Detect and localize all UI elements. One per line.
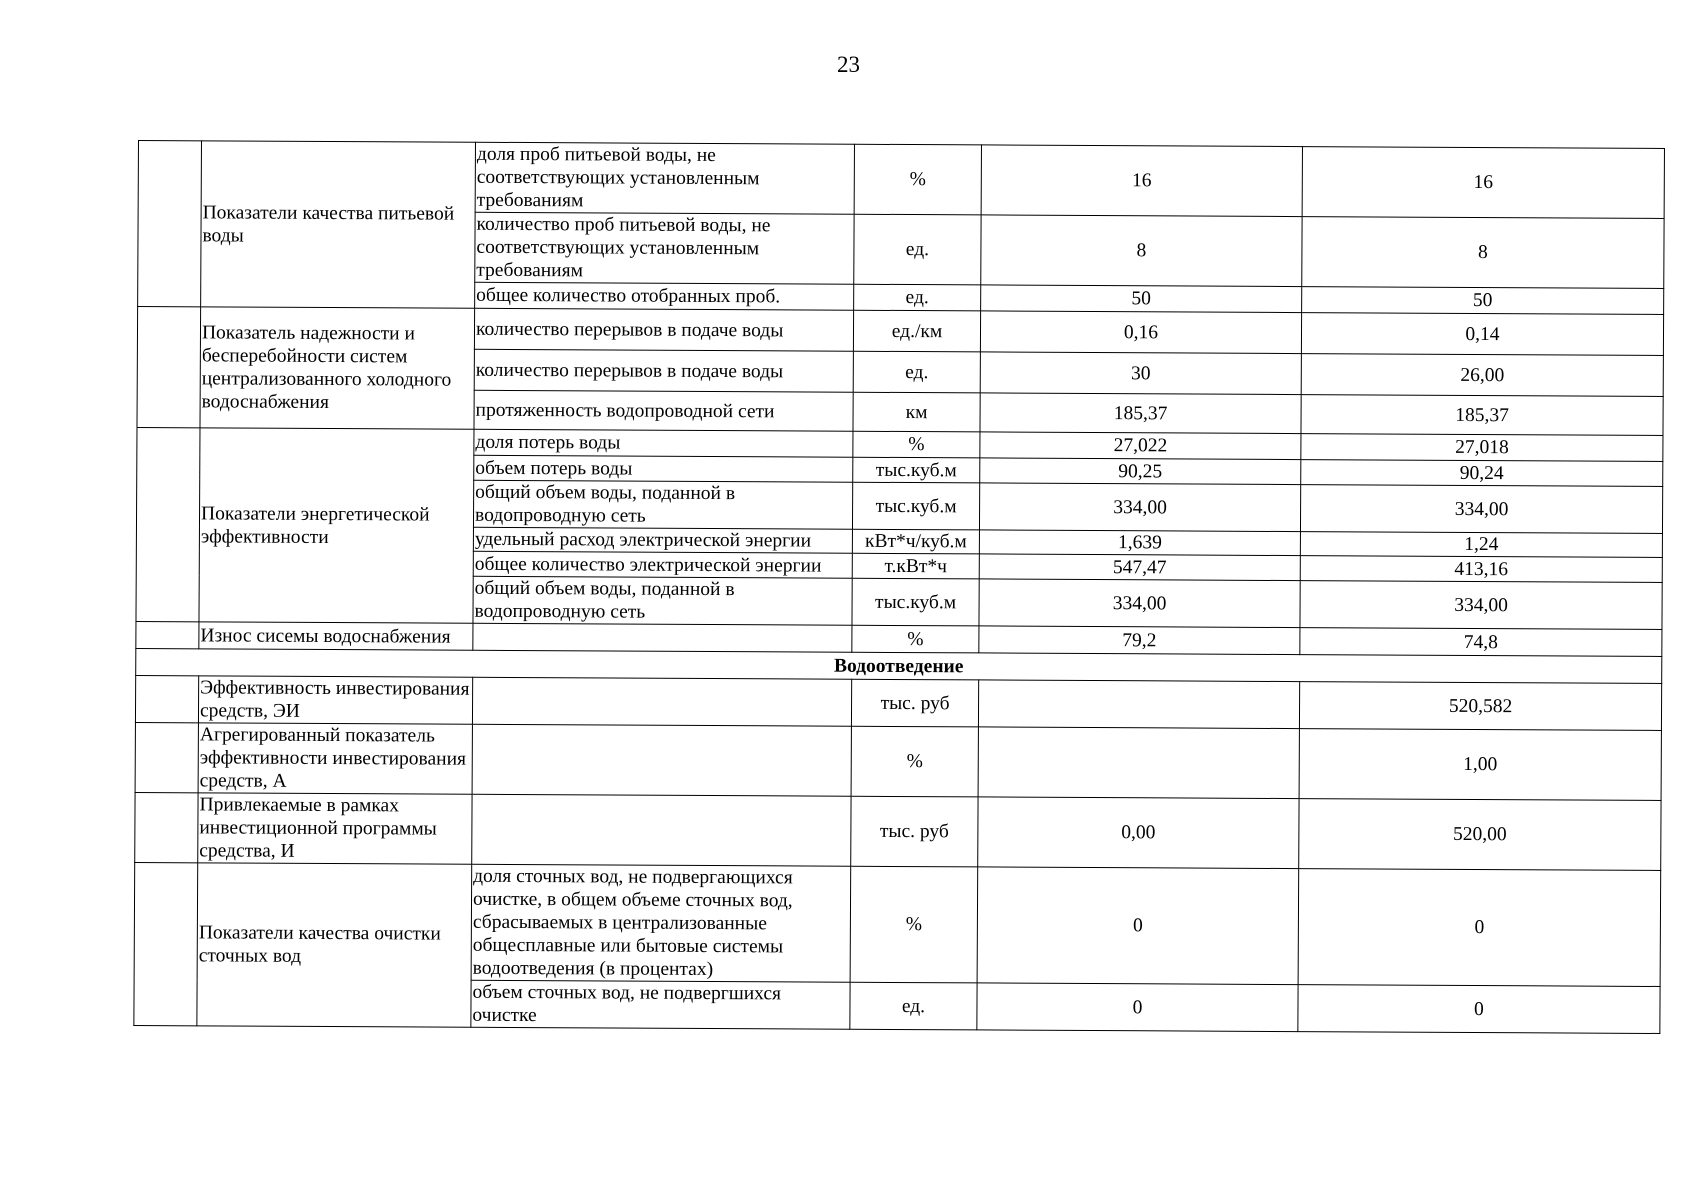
unit-cell: ед. [850, 982, 977, 1030]
value-base-cell [978, 727, 1299, 799]
row-number-cell [135, 792, 198, 862]
value-target-cell: 0,14 [1301, 313, 1663, 356]
value-target-cell: 0 [1298, 985, 1660, 1034]
sub-indicator-cell: доля потерь воды [474, 429, 853, 457]
sub-indicator-cell [473, 623, 852, 652]
value-target-cell: 520,582 [1299, 682, 1661, 731]
value-target-cell: 1,24 [1300, 532, 1662, 558]
sub-indicator-cell: количество перерывов в подаче воды [474, 349, 853, 392]
row-number-cell [138, 141, 202, 307]
table-row [134, 862, 1661, 986]
value-target-cell: 16 [1302, 147, 1664, 219]
value-target-cell: 50 [1302, 287, 1664, 315]
unit-cell: тыс.куб.м [852, 482, 979, 530]
value-base-cell: 0 [977, 867, 1299, 985]
sub-indicator-cell: объем сточных вод, не подвергшихся очистке [471, 980, 850, 1029]
indicator-group-cell: Показатель надежности и бесперебойности систем централизованного холодного водоснабжения [200, 307, 475, 429]
table-row [137, 307, 1663, 356]
unit-cell: % [854, 144, 981, 215]
unit-cell: ед. [854, 284, 981, 311]
sub-indicator-cell: доля проб питьевой воды, не соответствующих установленным требованиям [475, 142, 854, 214]
value-base-cell: 0,00 [978, 797, 1299, 869]
unit-cell: кВт*ч/куб.м [852, 529, 979, 554]
row-number-cell [137, 307, 201, 428]
value-base-cell [978, 680, 1299, 729]
row-number-cell [134, 862, 198, 1025]
value-base-cell: 16 [981, 145, 1302, 217]
value-target-cell: 0 [1298, 869, 1661, 987]
indicator-group-cell: Показатели качества питьевой воды [201, 141, 476, 308]
indicator-group-cell: Эффективность инвестирования средств, ЭИ [198, 676, 472, 724]
sub-indicator-cell [472, 794, 851, 866]
value-base-cell: 27,022 [980, 432, 1301, 460]
sub-indicator-cell [472, 724, 851, 796]
value-target-cell: 27,018 [1301, 434, 1663, 462]
value-base-cell: 0 [977, 983, 1298, 1032]
section-title: Водоотведение [136, 648, 1662, 683]
value-target-cell: 413,16 [1300, 556, 1662, 583]
row-number-cell [136, 621, 199, 648]
water-supply-section [136, 141, 1665, 657]
table-row [135, 675, 1661, 730]
value-base-cell: 8 [981, 215, 1302, 287]
sub-indicator-cell: общее количество отобранных проб. [475, 282, 854, 310]
value-base-cell: 547,47 [979, 554, 1300, 581]
value-base-cell: 79,2 [979, 626, 1300, 655]
unit-cell: % [850, 866, 978, 983]
value-base-cell: 50 [981, 285, 1302, 313]
sub-indicator-cell [472, 677, 851, 726]
row-number-cell [135, 675, 198, 722]
value-base-cell: 0,16 [980, 311, 1301, 354]
unit-cell: тыс. руб [851, 679, 978, 727]
sub-indicator-cell: общий объем воды, поданной в водопроводную сеть [473, 480, 852, 529]
unit-cell: т.кВт*ч [852, 553, 979, 579]
table-row [135, 792, 1661, 870]
sub-indicator-cell: удельный расход электрической энергии [473, 527, 852, 553]
unit-cell: ед./км [853, 310, 980, 352]
unit-cell: % [852, 625, 979, 653]
indicator-group-cell: Показатели качества очистки сточных вод [197, 863, 472, 1027]
value-target-cell: 26,00 [1301, 354, 1663, 397]
indicator-group-cell: Агрегированный показатель эффективности инвестирования средств, А [198, 723, 472, 794]
sub-indicator-cell: количество проб питьевой воды, не соответствующих установленным требованиям [475, 212, 854, 284]
indicators-table [133, 140, 1665, 1034]
table-row [138, 141, 1664, 219]
unit-cell: тыс.куб.м [852, 578, 979, 626]
indicator-group-cell: Привлекаемые в рамках инвестиционной программы средства, И [198, 793, 472, 864]
indicator-group-cell: Показатели энергетической эффективности [199, 428, 474, 623]
value-base-cell: 334,00 [979, 483, 1300, 532]
value-target-cell: 520,00 [1299, 799, 1661, 871]
sub-indicator-cell: общий объем воды, поданной в водопроводную сеть [473, 576, 852, 625]
value-base-cell: 30 [980, 352, 1301, 395]
sub-indicator-cell: доля сточных вод, не подвергающихся очистке, в общем объеме сточных вод, сбрасываемых в централизованные общесплавные или бытовые системы водоотведения (в процентах) [471, 864, 851, 982]
unit-cell: % [853, 431, 980, 458]
unit-cell: % [851, 726, 978, 797]
value-base-cell: 90,25 [980, 458, 1301, 485]
row-number-cell [136, 427, 200, 621]
unit-cell: ед. [854, 214, 981, 285]
value-target-cell: 334,00 [1300, 581, 1662, 630]
value-target-cell: 185,37 [1301, 395, 1663, 436]
sub-indicator-cell: общее количество электрической энергии [473, 551, 852, 578]
unit-cell: тыс. руб [851, 796, 978, 867]
unit-cell: тыс.куб.м [853, 457, 980, 483]
value-target-cell: 74,8 [1300, 628, 1662, 657]
value-target-cell: 8 [1302, 217, 1664, 289]
value-base-cell: 334,00 [979, 579, 1300, 628]
sub-indicator-cell: количество перерывов в подаче воды [474, 308, 853, 351]
value-target-cell: 90,24 [1301, 460, 1663, 487]
row-number-cell [135, 722, 198, 792]
value-target-cell: 334,00 [1300, 485, 1662, 534]
page-number: 23 [837, 52, 860, 77]
unit-cell: км [853, 392, 980, 432]
value-target-cell: 1,00 [1299, 729, 1661, 801]
sewer-section [134, 675, 1662, 1033]
table-row [135, 722, 1661, 800]
indicator-group-cell: Износ сисемы водоснабжения [199, 622, 473, 650]
value-base-cell: 1,639 [979, 530, 1300, 556]
sub-indicator-cell: протяженность водопроводной сети [474, 390, 853, 431]
value-base-cell: 185,37 [980, 393, 1301, 434]
sub-indicator-cell: объем потерь воды [474, 455, 853, 482]
unit-cell: ед. [853, 351, 980, 393]
